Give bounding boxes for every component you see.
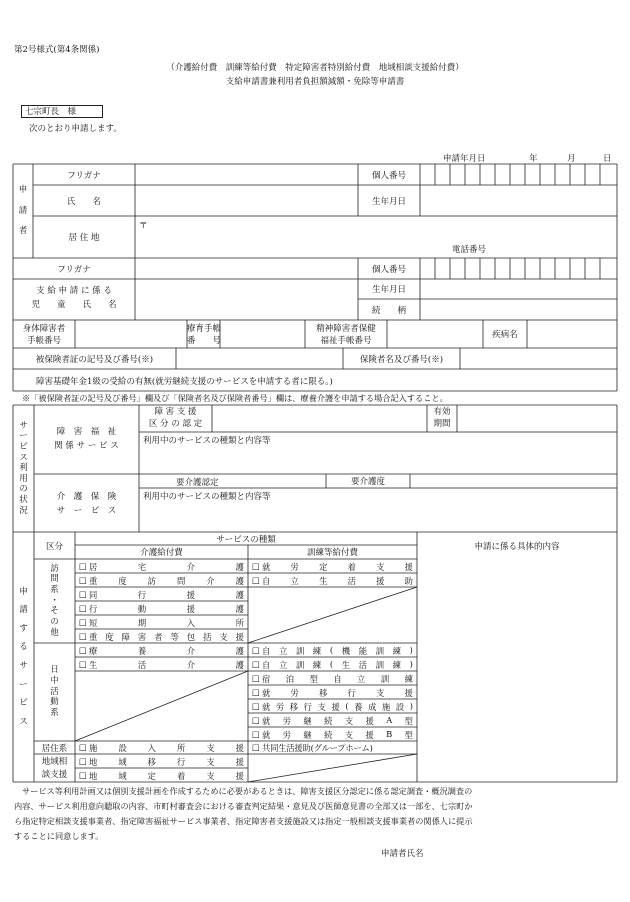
child-birthdate-input[interactable] — [421, 280, 616, 298]
addressee: 七宗町長 様 — [21, 105, 103, 118]
applicant-birthdate-label: 生年月日 — [371, 196, 406, 207]
applicant-name-label: 氏 名 — [66, 196, 101, 207]
physical-cert-input[interactable] — [76, 321, 186, 347]
training-benefit-header: 訓練等給付費 — [306, 548, 358, 558]
child-id-input[interactable] — [421, 259, 616, 278]
classification-label: 障 害 支 援 区 分 の 認 定 — [148, 407, 203, 429]
rehab-cert-input[interactable] — [221, 321, 304, 347]
consent-line-3: ら指定特定相談支援事業者、指定障害福祉サービス事業者、指定障害者支援施設又は指定一般相談支援事業者の関係人に提示 — [14, 816, 473, 826]
applicant-name-input[interactable] — [136, 186, 357, 215]
insurer-label: 保険者名及び番号(※) — [359, 354, 444, 365]
date-label: 申請年月日 — [443, 154, 486, 164]
intro-text: 次のとおり申請します。 — [29, 124, 122, 134]
disease-label: 疾病名 — [492, 330, 518, 340]
care-level-label: 要介護度 — [350, 477, 385, 487]
care-level-input[interactable] — [411, 475, 616, 487]
pension-label: 障害基礎年金1級の受給の有無(就労継続支援のサービスを申請する者に限る。) — [36, 377, 333, 387]
service-option-community-transition[interactable]: □ 地 域 移 行 支 援 — [79, 756, 244, 767]
applicant-furigana-input[interactable] — [136, 165, 357, 184]
consent-line-1: サービス等利用計画又は個別支援計画を作成するために必要があるときは、障害支援区分認定に係る認定調査・概況調査の — [22, 786, 473, 796]
service-option-continued-employment-a[interactable]: □ 就 労 継 続 支 援 A 型 — [252, 715, 413, 726]
welfare-service-label: 障 害 福 祉 関 係 サ ー ビ ス — [54, 427, 119, 451]
service-option-independent-living[interactable]: □ 自 立 生 活 援 助 — [252, 575, 413, 586]
in-use-services-label: 利用中のサービスの種類と内容等 — [143, 436, 271, 446]
care-cert-label: 要介護認定 — [176, 478, 219, 488]
date-day: 日 — [603, 154, 612, 164]
service-type-header: サービスの種類 — [216, 534, 276, 545]
child-furigana-label: フリガナ — [57, 264, 91, 275]
consent-line-2: 内容、サービス利用意向聴取の内容、市町村審査会における審査判定結果・意見及び医師意見書の全部又は一部を、七宗町か — [14, 801, 473, 811]
applicant-furigana-label: フリガナ — [67, 170, 101, 181]
consent-line-4: することに同意します。 — [14, 831, 104, 841]
service-option-home-care[interactable]: □ 居 宅 介 護 — [79, 561, 244, 572]
child-id-label: 個人番号 — [371, 264, 406, 275]
service-option-employment-retention[interactable]: □ 就 労 定 着 支 援 — [252, 561, 413, 572]
service-option-accompany[interactable]: □ 同 行 援 護 — [79, 589, 244, 600]
day-activity-category-label: 日 中 活 動 系 — [50, 665, 59, 718]
date-year: 年 — [529, 154, 538, 164]
service-option-short-stay[interactable]: □ 短 期 入 所 — [79, 617, 244, 628]
physical-cert-label: 身体障害者 手帳番号 — [22, 324, 66, 346]
service-option-employment-transition[interactable]: □ 就 労 移 行 支 援 — [252, 687, 413, 698]
service-option-continued-employment-b[interactable]: □ 就 労 継 続 支 援 B 型 — [252, 729, 413, 740]
phone-label: 電話番号 — [452, 245, 487, 255]
applicant-address-label: 居 住 地 — [68, 233, 100, 243]
valid-period-label: 有効 期間 — [433, 407, 451, 429]
postal-mark: 〒 — [139, 221, 148, 231]
in-use-services-input[interactable] — [140, 446, 616, 473]
date-month: 月 — [567, 154, 576, 164]
service-option-comprehensive-support[interactable]: □ 重 度 障 害 者 等 包 括 支 援 — [79, 631, 244, 642]
service-option-severe-visit-care[interactable]: □ 重 度 訪 問 介 護 — [79, 575, 244, 586]
mental-cert-label: 精神障害者保健 福祉手帳番号 — [316, 324, 376, 346]
child-relation-label: 続 柄 — [371, 305, 406, 316]
child-name-label: 支 給 申 請 に 係 る 児 童 氏 名 — [31, 286, 117, 310]
insured-number-input[interactable] — [177, 349, 342, 368]
service-option-behavior-support[interactable]: □ 行 動 援 護 — [79, 603, 244, 614]
applicant-birthdate-input[interactable] — [421, 186, 616, 215]
valid-period-input[interactable] — [458, 406, 616, 431]
in-use-care-input[interactable] — [140, 502, 616, 531]
care-insurance-label: 介 護 保 険 サ ー ビ ス — [56, 492, 117, 516]
care-benefit-header: 介護給付費 — [140, 548, 183, 558]
service-option-group-home[interactable]: □ 共同生活援助(グループホーム) — [252, 742, 373, 753]
service-option-functional-training[interactable]: □ 自 立 訓 練 ( 機 能 訓 練 ) — [252, 645, 413, 656]
insurance-note: ※「被保険者証の記号及び番号」欄及び「保険者名及び保険者番号」欄は、療養介護を申請する場合記入すること。 — [22, 393, 448, 403]
insured-number-label: 被保険者証の記号及び番号(※) — [35, 354, 154, 365]
child-relation-input[interactable] — [421, 300, 616, 319]
service-option-residential-training[interactable]: □ 宿 泊 型 自 立 訓 練 — [252, 673, 413, 684]
applicant-id-label: 個人番号 — [371, 170, 406, 181]
category-header: 区分 — [45, 541, 63, 552]
child-furigana-input[interactable] — [136, 259, 357, 278]
signature-input[interactable] — [430, 845, 610, 859]
form-title: 支給申請書兼利用者負担額減額・免除等申請書 — [225, 77, 405, 87]
child-name-input[interactable] — [136, 280, 357, 319]
usage-group-label: サ ー ビ ス 利 用 の 状 況 — [19, 420, 28, 516]
form-subtitle: （介護給付費 訓練等給付費 特定障害者特別給付費 地域相談支援給付費） — [166, 63, 464, 73]
service-option-life-training[interactable]: □ 自 立 訓 練 ( 生 活 訓 練 ) — [252, 659, 413, 670]
applicant-group-label: 申 請 者 — [18, 185, 28, 237]
disease-input[interactable] — [528, 321, 616, 347]
visit-category-label: 訪 問 系 ・ そ の 他 — [50, 563, 59, 638]
care-cert-input[interactable] — [230, 475, 325, 487]
applicant-address-input[interactable] — [150, 217, 616, 257]
in-use-care-label: 利用中のサービスの種類と内容等 — [143, 492, 271, 502]
child-birthdate-label: 生年月日 — [371, 285, 406, 295]
mental-cert-input[interactable] — [388, 321, 482, 347]
service-option-medical-care[interactable]: □ 療 養 介 護 — [79, 645, 244, 656]
service-option-community-settlement[interactable]: □ 地 域 定 着 支 援 — [79, 770, 244, 781]
residence-category-label: 居住系 — [41, 743, 68, 754]
detail-input[interactable] — [418, 560, 616, 781]
service-option-employment-transition-training-facility[interactable]: □ 就 労 移 行 支 援 ( 養 成 施 設 ) — [252, 701, 413, 712]
services-group-label: 申 請 す る サ ー ビ ス — [19, 586, 28, 727]
rehab-cert-label: 療育手帳 番 号 — [187, 324, 222, 346]
signature-label: 申請者氏名 — [381, 849, 424, 859]
insurer-input[interactable] — [461, 349, 616, 368]
classification-input[interactable] — [213, 406, 426, 431]
community-category-label: 地域相 談支援 — [41, 757, 68, 780]
applicant-id-input[interactable] — [421, 165, 616, 184]
service-option-life-care[interactable]: □ 生 活 介 護 — [79, 659, 244, 670]
form-number: 第2号様式(第4条関係) — [14, 45, 100, 55]
detail-header: 申請に係る具体的内容 — [474, 541, 560, 552]
service-option-facility-admission[interactable]: □ 施 設 入 所 支 援 — [79, 742, 244, 753]
